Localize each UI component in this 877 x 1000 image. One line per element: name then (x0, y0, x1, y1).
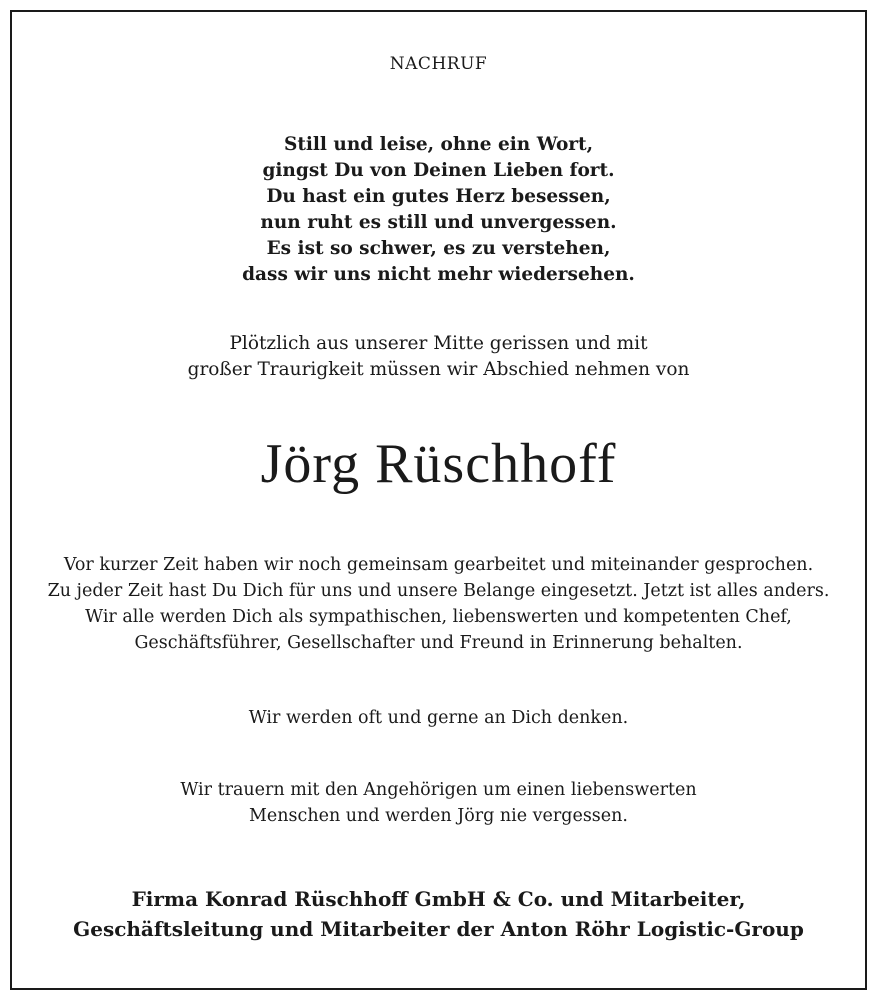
signature-line: Geschäftsleitung und Mitarbeiter der Anton Röhr Logistic-Group (73, 917, 804, 941)
poem-line: gingst Du von Deinen Lieben fort. (262, 160, 615, 181)
mourning-line: Menschen und werden Jörg nie vergessen. (249, 806, 628, 826)
intro-line: Plötzlich aus unserer Mitte gerissen und mit (229, 333, 648, 354)
notice-heading: NACHRUF (389, 54, 488, 74)
poem-line: Still und leise, ohne ein Wort, (283, 134, 594, 155)
tribute-line: Geschäftsführer, Gesellschafter und Freund in Erinnerung behalten. (134, 633, 743, 653)
mourning-text (0, 777, 877, 829)
tribute-line: Vor kurzer Zeit haben wir noch gemeinsam gearbeitet und miteinander gesprochen. (63, 555, 814, 575)
tribute-line: Wir alle werden Dich als sympathischen, liebenswerten und kompetenten Chef, (85, 607, 792, 627)
signature-line: Firma Konrad Rüschhoff GmbH & Co. und Mitarbeiter, (131, 887, 746, 911)
poem-line: nun ruht es still und unvergessen. (260, 212, 617, 233)
poem-line: dass wir uns nicht mehr wiedersehen. (242, 264, 635, 285)
signature (0, 884, 877, 944)
intro-line: großer Traurigkeit müssen wir Abschied nehmen von (187, 359, 690, 380)
tribute-line: Zu jeder Zeit hast Du Dich für uns und unsere Belange eingesetzt. Jetzt ist alles anders. (47, 581, 830, 601)
poem-line: Du hast ein gutes Herz besessen, (266, 186, 611, 207)
mourning-line: Wir trauern mit den Angehörigen um einen liebenswerten (180, 780, 697, 800)
remembrance-line: Wir werden oft und gerne an Dich denken. (248, 708, 629, 728)
deceased-name: Jörg Rüschhoff (260, 433, 617, 495)
poem-line: Es ist so schwer, es zu verstehen, (266, 238, 611, 259)
intro-text (0, 331, 877, 383)
tribute-paragraph (0, 552, 877, 656)
poem (0, 132, 877, 288)
